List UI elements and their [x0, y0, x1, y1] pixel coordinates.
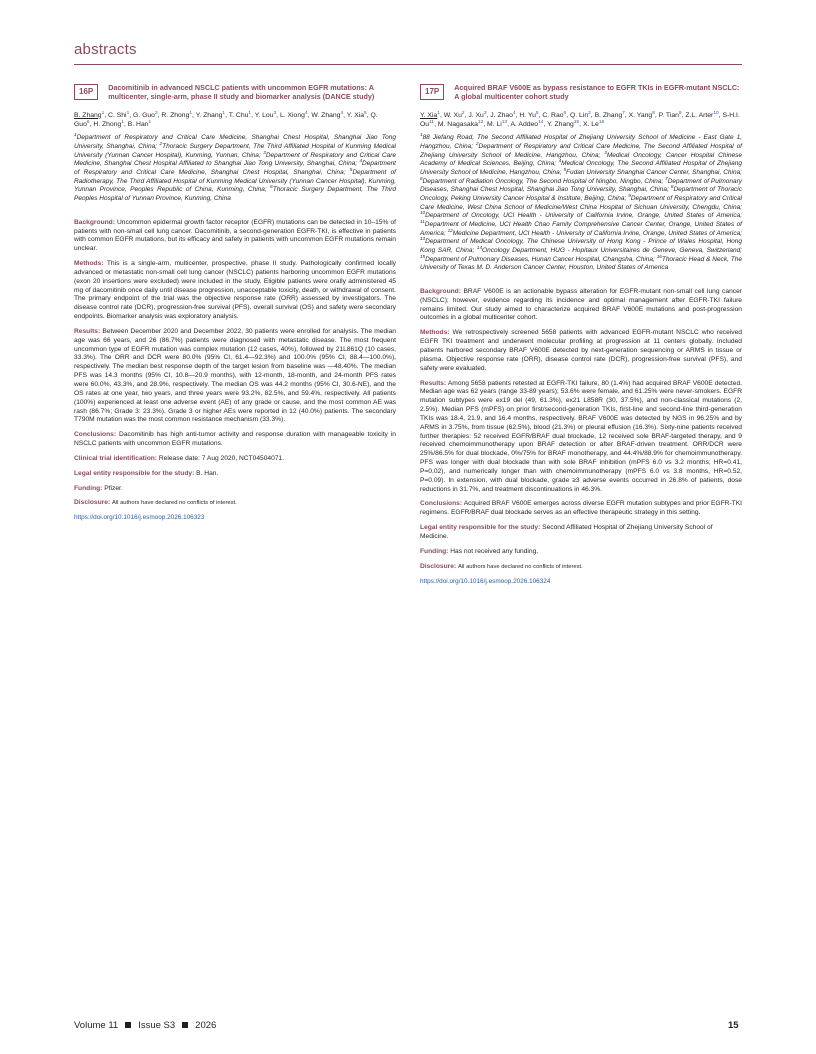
affiliation-text: Department of Medical Oncology, The Chinese University of Hong Kong - Prince of Wales Hospital, Hong Kong SAR, China; [420, 238, 742, 254]
author-name: W. Xu [443, 111, 462, 119]
methods-section [420, 329, 742, 373]
author-affiliation-marker: 5 [364, 110, 367, 116]
author-name: W. Zhang [311, 111, 341, 119]
results-section [420, 380, 742, 495]
author-name: S-H.I. Ou [420, 111, 740, 129]
author-name: C. Shi [108, 111, 127, 119]
author-name: H. Yu [519, 111, 536, 119]
footer-volume: Volume 11 [74, 1020, 119, 1031]
affiliation-number: 9 [628, 193, 631, 198]
author-affiliation-marker: 1 [248, 110, 252, 116]
affiliation-text: Department of Respiratory and Critical Care Medicine, Shanghai Chest Hospital, Shanghai Jiao Tong University, Shanghai, China; [74, 134, 396, 151]
author-affiliation-marker: 1 [121, 120, 124, 126]
author-name: Y. Zhang [547, 121, 574, 129]
author-affiliation-marker: 3 [273, 110, 277, 116]
affiliation-number: 3 [604, 149, 607, 155]
conclusions-section [74, 431, 396, 449]
background-section [420, 288, 742, 323]
results-text: Between December 2020 and December 2022, 30 patients were enrolled for analysis. The median age was 66 years, and 26 (86.7%) patients were diagnosed with metastatic disease. The most frequent uncommon type of EGFR mutation was complex mutation (12 cases, 40%), followed by 21L861Q (10 cases, 33.3%). The ORR and DCR were 80.0% (95% CI, 61.4—92.3%) and 100.0% (95% CI, 88.4—100.0%), respectively. The median best response depth of the target lesion from baseline was —48.40%. The median PFS was 14.3 months (95% CI, 10.8—20.9 months), with 12-month, 18-month, and 24-month PFS rates were 60.0%, 43.3%, and 28.9%, respectively. The median OS was 44.2 months (95% CI, 30.6-NE), and the OS rates at one year, two years, and three years were 93.2%, 82.5%, and 59.4%, respectively. All patients (100%) experienced at least one adverse event (AE) of any grade or cause, and the most common AE was rash (86.7%; Grade 3: 23.3%). Grade 3 or higher AEs were reported in 12 (40.0%) patients. The secondary T790M mutation was the most common resistance mechanism (33.3%). [74, 327, 396, 424]
author-affiliation-marker: 1 [437, 110, 440, 116]
background-label: Background: [74, 218, 115, 226]
results-text: Among 5658 patients retested at EGFR-TKI failure, 80 (1.4%) had acquired BRAF V600E detected. Median age was 62 years (range 33-89 years); 53.6% were female, and 61.25% were never-smokers. EGFR mutation subtypes were ex19 del (49, 61.3%), ex21 L858R (30, 37.5%), and non-classical mutations (2, 2.5%). Median PFS (mPFS) on prior first/second-generation TKIs, first-line and second-line third-generation TKIs was 18.4, 21.9, and 16.4 months, respectively. BRAF V600E was detected by NGS in 96.25% and by ARMS in 3.75%, from tissue (62.5%), blood (21.3%) or pleural effusion (16.3%). Sixty-nine patients received further therapies: 52 received EGFR/BRAF dual blockade, 12 received sole BRAF-targeted therapy, and 9 received chemoimmunotherapy upon BRAF detection or after BRAF-driven treatment. ORR/DCR were 25%/86.5% for dual blockade, 0%/75% for BRAF monotherapy, and 44.4%/88.9% for chemoimmunotherapy. PFS was longer with dual blockade than with sole BRAF inhibition (mPFS 6.0 vs 3.2 months; HR=0.41, P=0.02), and numerically longer than with chemoimmunotherapy (mPFS 6.0 vs 3.8 months, HR=0.52, P=0.09). In extension, with dual blockade, grade ≥3 adverse events occurred in 26.8% of patients, dose reductions in 31.7%, and treatment discontinuations in 46.3%. [420, 379, 742, 493]
methods-text: We retrospectively screened 5658 patients with advanced EGFR-mutant NSCLC who received EGFR TKI treatment and underwent molecular profiling at progression at 11 centers globally. Included patients harbored secondary BRAF V600E detected by next-generation sequencing or ARMS in tissue or plasma. Objective response rate (ORR), disease control rate (DCR), progression-free survival (PFS), and safety were evaluated. [420, 329, 742, 372]
abstract-header [420, 83, 742, 102]
doi-link[interactable]: https://doi.org/10.1016/j.esmoop.2026.106323 [74, 514, 205, 522]
affiliation-text: Medicine Department, UCI Health - University of California Irvine, Orange, United States of America; [452, 229, 742, 237]
affiliation-number: 2 [475, 141, 479, 147]
author-name: P. Tian [658, 111, 679, 119]
author-affiliation-marker: 15 [573, 120, 580, 126]
author-affiliation-marker: 12 [477, 120, 484, 126]
author-affiliation-marker: 6 [563, 110, 567, 116]
disclosure-text: All authors have declared no conflicts of interest. [112, 500, 237, 507]
funding-label: Funding: [74, 484, 103, 492]
author-name: J. Xu [468, 111, 484, 119]
disclosure-section [74, 499, 396, 508]
author-affiliation-marker: 5 [535, 110, 539, 116]
funding-section [420, 548, 742, 557]
conclusions-text: Dacomitinib has high anti-tumor activity and response duration with manageable toxicity in NSCLC patients with uncommon EGFR mutations. [74, 431, 396, 448]
disclosure-section [420, 563, 742, 572]
author-affiliation-marker: 1 [189, 110, 193, 116]
methods-label: Methods: [420, 329, 450, 337]
background-text: BRAF V600E is an actionable bypass alteration for EGFR-mutant non-small cell lung cancer (NSCLC); however, evidence regarding its incidence and optimal management after EGFR-TKI failure remains limited. Our study aimed to characterize acquired BRAF V600E mutations and post-progression outcomes in a global multicenter cohort. [420, 287, 742, 322]
clinical-trial-label: Clinical trial identification: [74, 454, 158, 462]
author-affiliation-marker: 4 [340, 110, 344, 116]
affiliation-text: Department of Pulmonary Diseases, Hunan Cancer Hospital, Changsha, China; [425, 255, 655, 263]
separator-square-icon [182, 1022, 188, 1028]
affiliation-number: 10 [420, 210, 426, 216]
funding-section [74, 485, 396, 494]
abstract-16p [74, 83, 396, 523]
affiliation-text: Department of Radiation Oncology, The Second Hospital of Ningbo, Ningbo, China; [422, 177, 664, 185]
author-name: H. Zhong [93, 121, 122, 129]
affiliation-text: Department of Respiratory and Critical Care Medicine, The Second Affiliated Hospital of Zhejiang University School of Medicine, Hangzhou, China; [420, 143, 742, 159]
clinical-trial-section [74, 455, 396, 464]
conclusions-text: Acquired BRAF V600E emerges across diverse EGFR mutation subtypes and prior EGFR-TKI regimens. EGFR/BRAF dual blockade serves as an effective therapeutic strategy in this setting. [420, 500, 742, 517]
legal-entity-label: Legal entity responsible for the study: [420, 524, 541, 532]
disclosure-label: Disclosure: [74, 499, 111, 507]
author-name: Q. Guo [74, 111, 378, 129]
author-affiliation-marker: 1 [126, 110, 130, 116]
conclusions-label: Conclusions: [420, 500, 463, 508]
abstract-number-badge: 17P [420, 84, 444, 100]
affiliation-number: 14 [476, 244, 483, 250]
affiliation-text: Oncology Department, HUG - Hopitaux Universitaires de Geneve, Geneva, Switzerland; [482, 246, 742, 254]
author-list: B. Zhang$^1$, C. Shi$^1$, G. Guo$^2$, R. Zhong$^1$, Y. Zhang$^1$, T. Chu$^1$, Y. Lou$^3$, L. Xiong$^4$, W. Zhang$^4$, Y. Xia$^5$, Q. Guo$^6$, H. Zhong$^1$, B. Han$^1$ [74, 110, 378, 129]
affiliation-number: 15 [420, 253, 426, 259]
legal-entity-section [74, 470, 396, 479]
legal-entity-text: B. Han. [196, 469, 219, 477]
conclusions-section [420, 500, 742, 518]
author-name: G. Guo [133, 111, 155, 119]
author-affiliation-marker: 8 [652, 110, 655, 116]
author-name: B. Zhang [74, 111, 102, 119]
author-affiliation-marker: 6 [86, 120, 90, 126]
affiliation-number: 4 [359, 158, 363, 164]
background-text: Uncommon epidermal growth factor receptor (EGFR) mutations can be detected in 10–15% of patients with non-small cell lung cancer. Dacomitinib, a second-generation EGFR-TKI, is effective in patients with common EGFR mutations, but its efficacy and safety in patients with uncommon EGFR mutations remain unclear. [74, 218, 396, 253]
author-name: X. Le [582, 121, 599, 129]
affiliation-number: 13 [420, 236, 426, 242]
separator-square-icon [125, 1022, 131, 1028]
author-affiliation-marker: 10 [713, 110, 719, 116]
affiliation-text: Department of Radiotherapy, The Third Affiliated Hospital of Kunming Medical University (Yunnan Cancer Hospital), Kunming, Yunnan Province, Peoples Republic of China, Kunming, China; [74, 169, 396, 194]
background-section [74, 219, 396, 254]
section-divider [74, 64, 742, 65]
affiliation-number: 1 [420, 132, 423, 138]
author-affiliation-marker: 13 [501, 120, 508, 126]
author-name: L. Xiong [279, 111, 305, 119]
affiliation-number: 7 [665, 175, 668, 181]
affiliation-text: Fudan University Shanghai Cancer Center, Shanghai, China; [566, 169, 743, 177]
abstract-17p [420, 83, 742, 586]
doi-link[interactable]: https://doi.org/10.1016/j.esmoop.2026.106324 [420, 577, 551, 585]
author-name: Y. Lou [254, 111, 274, 119]
author-name: Y. Xia [420, 111, 438, 119]
affiliation-number: 8 [670, 184, 674, 190]
author-name: J. Zhao [490, 111, 513, 119]
legal-entity-section [420, 524, 742, 542]
author-affiliation-marker: 4 [512, 110, 516, 116]
affiliation-number: 12 [447, 227, 453, 233]
results-label: Results: [420, 379, 447, 387]
conclusions-label: Conclusions: [74, 431, 117, 439]
author-name: Z.L. Arter [685, 111, 714, 119]
funding-text: Pfizer. [104, 484, 123, 492]
footer-issue-info [74, 1020, 216, 1031]
funding-text: Has not received any funding. [450, 547, 539, 555]
affiliation-list [420, 134, 742, 273]
author-affiliation-marker: 9 [678, 110, 682, 116]
footer-year: 2026 [195, 1020, 217, 1031]
author-name: Y. Xia [346, 111, 365, 119]
author-affiliation-marker: 1 [222, 110, 226, 116]
author-name: Y. Zhang [195, 111, 223, 119]
author-affiliation-marker: 16 [598, 120, 605, 126]
author-name: Q. Lin [569, 111, 589, 119]
legal-entity-text: Second Affiliated Hospital of Zhejiang University School of Medicine. [420, 524, 713, 540]
abstract-number-badge: 16P [74, 84, 98, 100]
funding-label: Funding: [420, 547, 449, 555]
section-title: abstracts [74, 41, 137, 58]
author-name: X. Yang [628, 111, 653, 119]
affiliation-text: Department of Respiratory and Critical Care Medicine, West China School of Medicine/West China Hospital of Sichuan University, Chengdu, China; [420, 195, 742, 211]
author-name: C. Rao [542, 111, 564, 119]
author-affiliation-marker: 14 [538, 120, 544, 126]
author-name: M. Li [487, 121, 502, 129]
affiliation-number: 2 [159, 141, 163, 147]
affiliation-text: Department of Oncology, UCI Health - University of California Irvine, Orange, United States of America; [425, 212, 742, 220]
affiliation-text: Department of Medicine, UCI Health Chao Family Comprehensive Cancer Center, Orange, United States of America; [420, 220, 742, 237]
abstract-title: Dacomitinib in advanced NSCLC patients with uncommon EGFR mutations: A multicenter, single-arm, phase II study and biomarker analysis (DANCE study) [108, 83, 375, 102]
affiliation-number: 5 [563, 167, 567, 173]
legal-entity-label: Legal entity responsible for the study: [74, 469, 195, 477]
results-label: Results: [74, 327, 101, 335]
author-affiliation-marker: 4 [304, 110, 308, 116]
footer-issue: Issue S3 [138, 1020, 176, 1031]
author-affiliation-marker: 7 [622, 110, 625, 116]
abstract-header [74, 83, 396, 102]
affiliation-number: 6 [270, 184, 273, 190]
affiliation-number: 5 [349, 167, 353, 173]
results-section [74, 328, 396, 425]
affiliation-number: 11 [420, 218, 425, 224]
author-affiliation-marker: 2 [154, 110, 158, 116]
affiliation-number: 16 [656, 253, 662, 259]
page-number: 15 [728, 1020, 739, 1031]
affiliation-list [74, 134, 396, 203]
author-name: R. Zhong [161, 111, 190, 119]
author-name: A. Addeo [510, 121, 539, 129]
affiliation-text: Medical Oncology, Cancer Hospital Chinese Academy of Medical Sciences, Beijing, China; [420, 151, 742, 168]
author-name: B. Zhang [594, 111, 623, 119]
affiliation-text: Department of Thoracic Oncology, Peking University Cancer Hospital & Institute, Beijing, China; [420, 186, 742, 202]
author-affiliation-marker: 2 [461, 110, 465, 116]
author-affiliation-marker: 11 [429, 120, 435, 126]
author-list: Y. Xia$^1$, W. Xu$^2$, J. Xu$^3$, J. Zhao$^4$, H. Yu$^5$, C. Rao$^6$, Q. Lin$^2$, B. Zhang$^7$, X. Yang$^8$, P. Tian$^9$, Z.L. Arter$^{10}$, S-H.I. Ou$^{11}$, M. Nagasaka$^{12}$, M. Li$^{13}$, A. Addeo$^{14}$, Y. Zhang$^{15}$, X. Le$^{16}$ [420, 110, 740, 129]
author-name: M. Nagasaka [437, 121, 478, 129]
author-affiliation-marker: 1 [148, 120, 152, 126]
disclosure-text: All authors have declared no conflicts of interest. [458, 563, 583, 570]
author-affiliation-marker: 1 [101, 110, 105, 116]
affiliation-text: 88 Jiefang Road, The Second Affiliated Hospital of Zhejiang University School of Medicine - East Gate 1, Hangzhou, China; [420, 134, 742, 151]
methods-label: Methods: [74, 260, 104, 268]
author-name: T. Chu [228, 111, 249, 119]
affiliation-text: Department of Pulmonary Diseases, Shanghai Chest Hospital, Shanghai Jiao Tong University, Shanghai, China; [420, 177, 743, 194]
affiliation-text: Medical Oncology, The Second Affiliated Hospital of Zhejiang University School of Medicine, Hangzhou, China; [420, 160, 742, 177]
author-affiliation-marker: 3 [483, 110, 487, 116]
affiliation-text: Department of Respiratory and Critical Care Medicine, Shanghai Chest Hospital Affiliated to Shanghai Jiao Tong University, Shanghai, China; [74, 151, 396, 168]
methods-section [74, 260, 396, 322]
author-name: B. Han [127, 121, 149, 129]
affiliation-number: 1 [74, 132, 77, 138]
affiliation-number: 3 [263, 149, 266, 155]
background-label: Background: [420, 287, 461, 295]
disclosure-label: Disclosure: [420, 562, 457, 570]
abstract-title: Acquired BRAF V600E as bypass resistance to EGFR TKIs in EGFR-mutant NSCLC: A global multicenter cohort study [454, 83, 740, 102]
methods-text: This is a single-arm, multicenter, prospective, phase II study. Pathologically confirmed locally advanced or metastatic non-small cell lung cancer (NSCLC) patients harboring uncommon EGFR mutations (exon 20 insertions were excluded) were included in the study. Eligible patients were orally administered 45 mg of dacomitinib once daily until disease progression, unacceptable toxicity, death, or withdrawal of consent. The primary endpoint of the trial was the objective response rate (ORR) assessed by investigators. The disease control rate (DCR), progression-free survival (PFS), overall survival (OS) and safety were secondary endpoints. Biomarker analysis was exploratory analysis. [74, 260, 396, 321]
affiliation-number: 6 [420, 175, 423, 181]
affiliation-text: Thoracic Head & Neck, The University of Texas M. D. Anderson Cancer Center, Houston, United States of America [420, 255, 742, 272]
affiliation-text: Department of Respiratory and Critical Care Medicine, Shanghai Chest Hospital, Shanghai, China; [74, 160, 396, 177]
affiliation-text: Thoracic Surgery Department, The Third Peoples Hospital of Yunnan Province, Kunming, China [74, 186, 396, 202]
affiliation-number: 4 [558, 158, 562, 164]
clinical-trial-text: Release date: 7 Aug 2020, NCT04504071. [158, 454, 285, 462]
affiliation-text: Thoracic Surgery Department, The Third Affiliated Hospital of Kunming Medical University (Yunnan Cancer Hospital), Kunming, Yunnan, China; [74, 143, 397, 159]
author-affiliation-marker: 2 [588, 110, 591, 116]
